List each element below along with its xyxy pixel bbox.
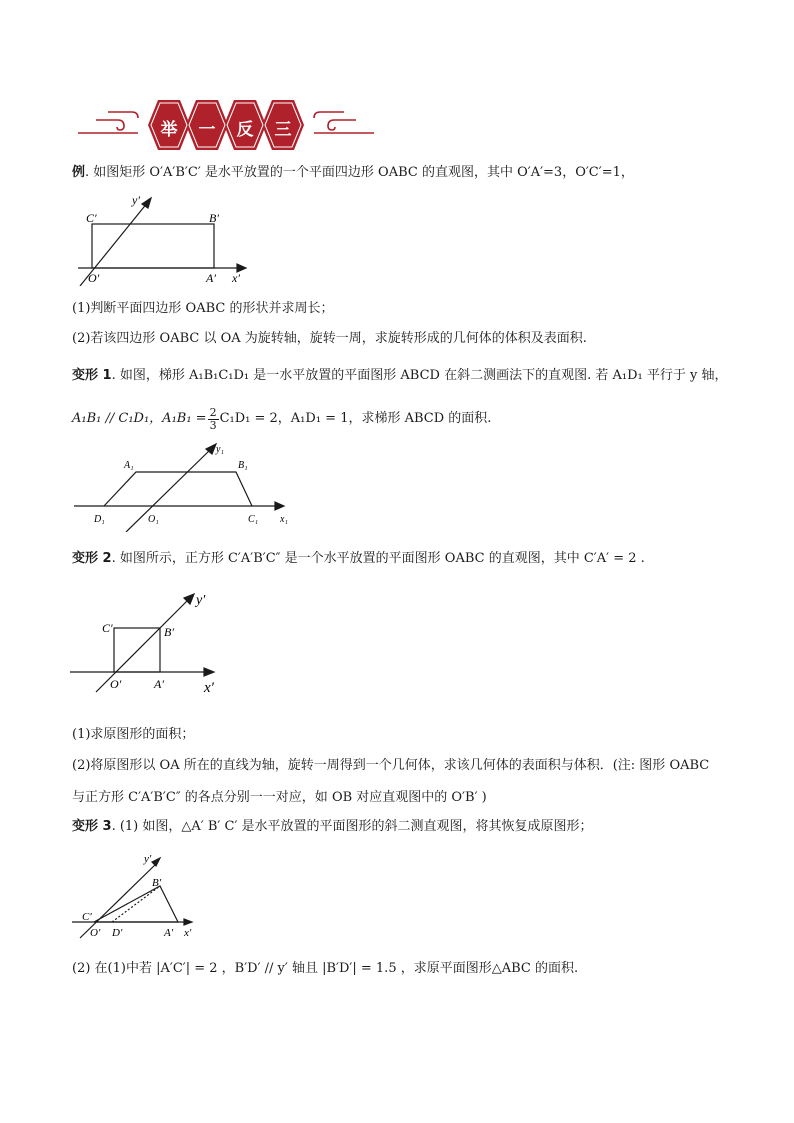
variant2-question-2-cont: 与正方形 C′A′B′C″ 的各点分别一一对应，如 OB 对应直观图中的 O′B′ ) bbox=[72, 790, 487, 805]
variant3-figure bbox=[72, 850, 202, 942]
label-c: C′ bbox=[102, 621, 113, 635]
label-y: y′ bbox=[144, 853, 152, 865]
rectangle-oabc bbox=[92, 224, 214, 268]
variant2-prompt bbox=[72, 550, 645, 568]
variant2-question-2: (2)将原图形以 OA 所在的直线为轴，旋转一周得到一个几何体，求该几何体的表面积与体积．(注: 图形 OABC bbox=[72, 758, 710, 773]
banner-decoration bbox=[78, 96, 374, 154]
label-o: O′ bbox=[110, 677, 122, 691]
banner-char-1: 举 bbox=[160, 120, 178, 140]
section-banner bbox=[78, 96, 374, 154]
label-b1: B₁ bbox=[238, 460, 248, 471]
variant2-text: . 如图所示，正方形 C′A′B′C″ 是一个水平放置的平面图形 OABC 的直观图，其中 C′A′ = 2 . bbox=[111, 551, 645, 566]
label-a: A′ bbox=[164, 927, 174, 939]
variant1-prompt bbox=[72, 367, 727, 385]
label-d1: D₁ bbox=[94, 514, 105, 525]
example-question-1: (1)判断平面四边形 OABC 的形状并求周长； bbox=[72, 301, 334, 316]
label-y: y′ bbox=[132, 193, 140, 207]
variant1-cond-a: A₁B₁ // C₁D₁，A₁B₁ = bbox=[72, 411, 207, 426]
variant1-text: . 如图，梯形 A₁B₁C₁D₁ 是一水平放置的平面图形 ABCD 在斜二测画法下的直观图. 若 A₁D₁ 平行于 y 轴， bbox=[111, 368, 728, 383]
variant1-figure bbox=[72, 440, 294, 532]
variant1-fraction bbox=[208, 407, 219, 432]
variant1-conditions bbox=[72, 404, 491, 434]
label-b: B′ bbox=[164, 625, 174, 639]
example-text: . 如图矩形 O′A′B′C′ 是水平放置的一个平面四边形 OABC 的直观图，其中 O′A′=3，O′C′=1， bbox=[85, 165, 634, 180]
label-o1: O₁ bbox=[148, 514, 159, 525]
banner-char-3: 反 bbox=[236, 120, 254, 140]
label-a1: A₁ bbox=[124, 460, 134, 471]
label-x: x′ bbox=[204, 680, 214, 696]
label-c: C′ bbox=[86, 211, 97, 225]
example-prompt bbox=[72, 164, 634, 182]
example-figure bbox=[76, 190, 256, 286]
variant2-figure bbox=[70, 584, 230, 696]
example-question-2: (2)若该四边形 OABC 以 OA 为旋转轴，旋转一周，求旋转形成的几何体的体积及表面积. bbox=[72, 331, 587, 346]
segment-bd bbox=[112, 886, 160, 922]
label-a: A′ bbox=[154, 677, 164, 691]
variant3-tag: 变形 3 bbox=[72, 819, 112, 834]
y-axis-arrow bbox=[142, 198, 151, 208]
label-d: D′ bbox=[112, 927, 123, 939]
label-b: B′ bbox=[152, 877, 162, 889]
y-axis-arrow bbox=[152, 858, 160, 866]
x1-axis-arrow bbox=[275, 502, 284, 510]
variant2-question-1: (1)求原图形的面积； bbox=[72, 727, 195, 742]
label-o: O′ bbox=[90, 927, 101, 939]
x-axis-arrow bbox=[184, 919, 192, 925]
banner-char-2: 一 bbox=[198, 120, 216, 140]
label-y1: y₁ bbox=[216, 444, 224, 455]
variant2-tag: 变形 2 bbox=[72, 551, 112, 566]
fraction-denominator: 3 bbox=[209, 418, 217, 432]
label-x: x′ bbox=[232, 271, 240, 285]
label-y: y′ bbox=[196, 593, 206, 608]
label-c1: C₁ bbox=[248, 514, 259, 525]
banner-char-4: 三 bbox=[274, 120, 292, 140]
fraction-numerator: 2 bbox=[209, 405, 217, 419]
x-axis-arrow bbox=[204, 668, 214, 676]
label-a: A′ bbox=[206, 271, 216, 285]
variant3-text: . (1) 如图，△A′ B′ C′ 是水平放置的平面图形的斜二测直观图，将其恢复成原图形； bbox=[111, 819, 593, 834]
label-b: B′ bbox=[209, 211, 219, 225]
variant1-tag: 变形 1 bbox=[72, 368, 112, 383]
label-c: C′ bbox=[82, 911, 92, 923]
variant3-question-2: (2) 在(1)中若 |A′C′| = 2 ，B′D′ // y′ 轴且 |B′D′| = 1.5 ，求原平面图形△ABC 的面积. bbox=[72, 961, 579, 976]
variant1-cond-b: C₁D₁ = 2，A₁D₁ = 1，求梯形 ABCD 的面积. bbox=[219, 411, 492, 426]
example-tag: 例 bbox=[72, 165, 86, 180]
label-x1: x₁ bbox=[280, 514, 288, 525]
trapezoid-a1b1c1d1 bbox=[104, 472, 252, 506]
variant3-prompt bbox=[72, 818, 593, 836]
y1-axis bbox=[126, 448, 212, 532]
label-x: x′ bbox=[184, 927, 192, 939]
label-o: O′ bbox=[88, 271, 100, 285]
